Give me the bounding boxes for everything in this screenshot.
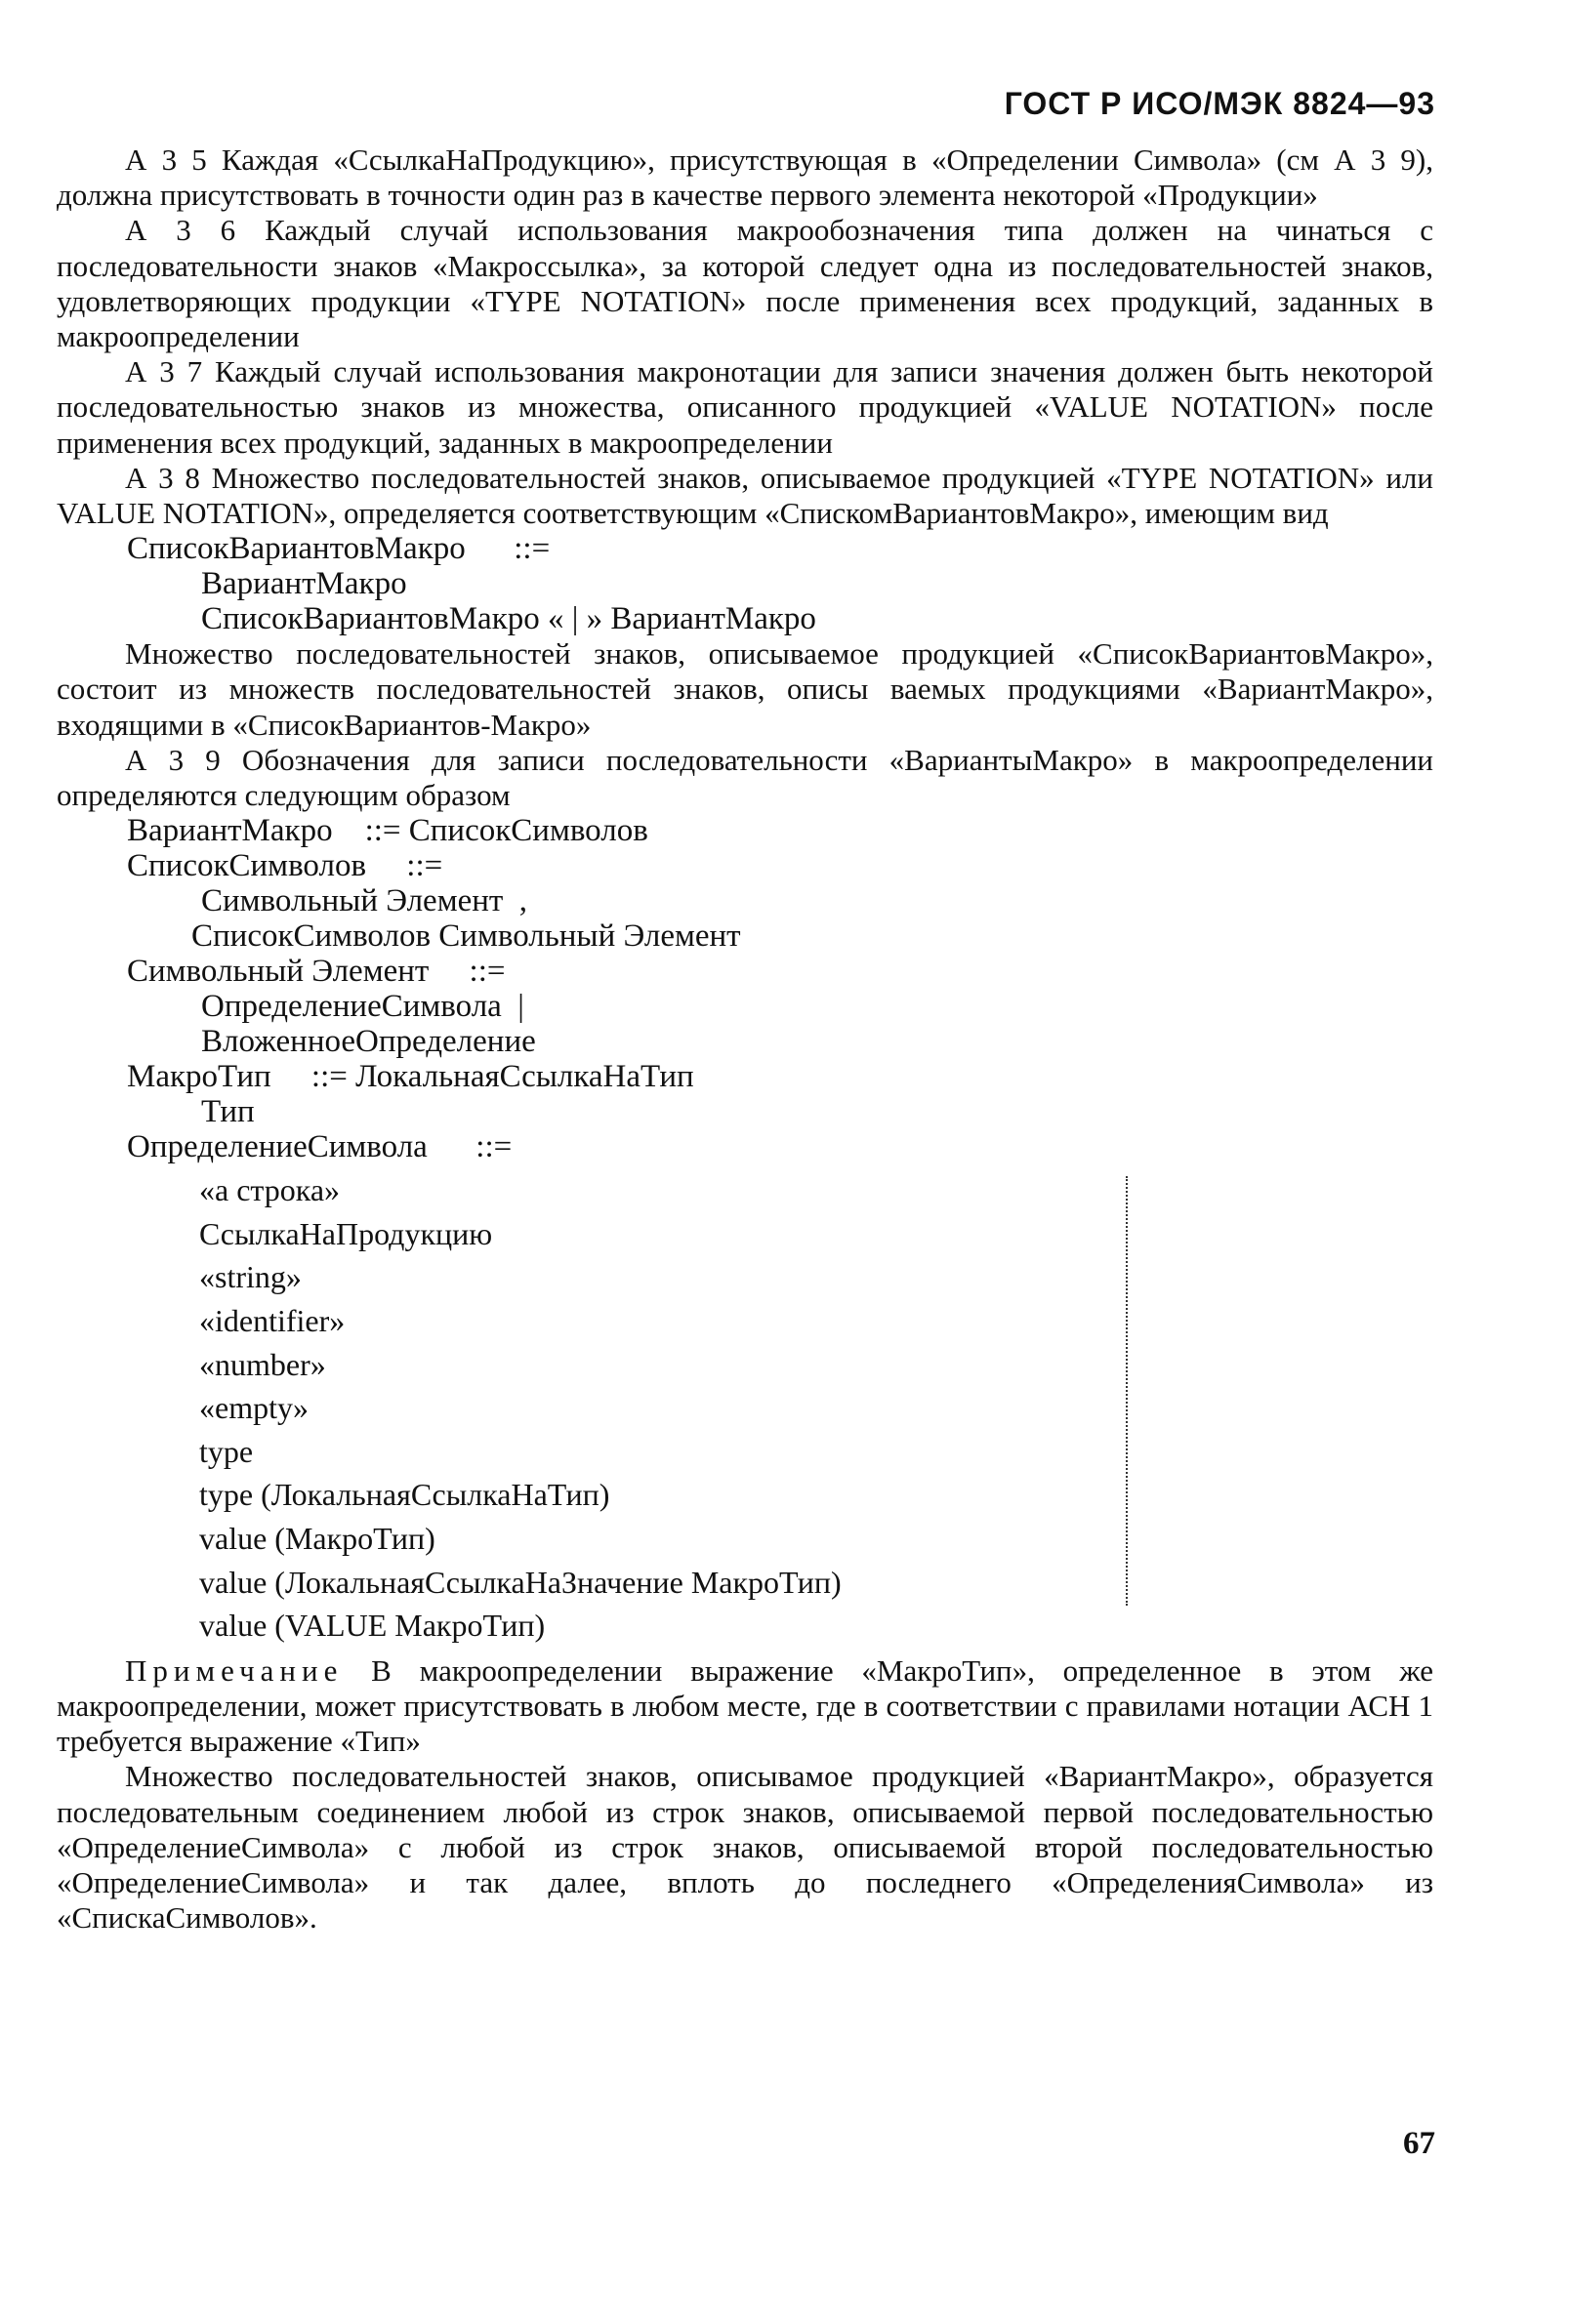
note-label: Примечание bbox=[125, 1652, 344, 1688]
alternative-item: type (ЛокальнаяСсылкаНаТип) bbox=[199, 1477, 610, 1513]
grammar-line: МакроТип ::= ЛокальнаяСсылкаНаТип bbox=[127, 1059, 694, 1095]
symbol-definition-alternatives bbox=[57, 1168, 1433, 1648]
alternative-item: «empty» bbox=[199, 1390, 309, 1426]
grammar-line: ВложенноеОпределение bbox=[201, 1024, 536, 1060]
alternative-item: «identifier» bbox=[199, 1303, 346, 1339]
page-body bbox=[57, 143, 1433, 1936]
paragraph-a37: А 3 7 Каждый случай использования макронотации для записи значения должен быть некоторой последовательностью знаков из множества, описанного продукцией «VALUE NOTATION» после применения всех продукций, заданных в макроопределении bbox=[57, 354, 1433, 460]
paragraph-a38: А 3 8 Множество последовательностей знаков, описываемое продукцией «TYPE NOTATION» или VALUE NOTATION», определяется соответствующим «СпискомВариантовМакро», имеющим вид bbox=[57, 460, 1433, 531]
grammar-line: ВариантМакро ::= СписокСимволов bbox=[127, 813, 648, 849]
grammar-line: СписокВариантовМакро « | » ВариантМакро bbox=[201, 601, 816, 637]
alternatives-bar bbox=[1126, 1176, 1128, 1606]
paragraph-alternative-list-note: Множество последовательностей знаков, описываемое продукцией «СписокВариантовМакро», состоит из множеств последовательностей знаков, описы ваемых продукциями «ВариантМакро», входящими в «СписокВариантов-Макро» bbox=[57, 636, 1433, 742]
page-number: 67 bbox=[1403, 2126, 1435, 2161]
grammar-line: ОпределениеСимвола ::= bbox=[127, 1129, 513, 1165]
paragraph-a36: А 3 6 Каждый случай использования макрообозначения типа должен на чинаться с последовательности знаков «Макроссылка», за которой следует одна из последовательностей знаков, удовлетворяющих продукции «TYPE NOTATION» после применения всех продукций, заданных в макроопределении bbox=[57, 213, 1433, 354]
alternative-item: type bbox=[199, 1433, 254, 1469]
grammar-line: ОпределениеСимвола | bbox=[201, 989, 524, 1025]
alternative-item: value (ЛокальнаяСсылкаНаЗначение МакроТип) bbox=[199, 1564, 842, 1600]
paragraph-final: Множество последовательностей знаков, описывамое продукцией «ВариантМакро», образуется последовательным соединением любой из строк знаков, описываемой первой последовательностью «ОпределениеСимвола» с любой из строк знаков, описываемой второй последовательностью «ОпределениеСимвола» и так далее, вплоть до последнего «ОпределенияСимвола» из «СпискаСимволов». bbox=[57, 1759, 1433, 1936]
alternative-item: «number» bbox=[199, 1346, 326, 1382]
grammar-line: СписокВариантовМакро ::= bbox=[127, 531, 551, 567]
grammar-line: ВариантМакро bbox=[201, 566, 407, 602]
alternative-item: «a строка» bbox=[199, 1172, 341, 1208]
grammar-line: Символьный Элемент , bbox=[201, 883, 528, 919]
paragraph-a35: А 3 5 Каждая «СсылкаНаПродукцию», присутствующая в «Определении Символа» (см А 3 9), должна присутствовать в точности один раз в качестве первого элемента некоторой «Продукции» bbox=[57, 143, 1433, 213]
grammar-macro-alternative-list bbox=[57, 531, 1433, 636]
running-header: ГОСТ Р ИСО/МЭК 8824—93 bbox=[1004, 86, 1435, 121]
note-paragraph bbox=[57, 1653, 1433, 1760]
alternative-item: «string» bbox=[199, 1259, 302, 1295]
paragraph-a39: А 3 9 Обозначения для записи последовательности «ВариантыМакро» в макроопределении определяются следующим образом bbox=[57, 742, 1433, 813]
grammar-macro-alternative bbox=[57, 813, 1433, 1164]
alternative-item: СсылкаНаПродукцию bbox=[199, 1215, 493, 1251]
grammar-line: Тип bbox=[201, 1094, 255, 1130]
grammar-line: Символьный Элемент ::= bbox=[127, 954, 506, 990]
grammar-line: СписокСимволов Символьный Элемент bbox=[191, 918, 741, 955]
grammar-line: СписокСимволов ::= bbox=[127, 848, 443, 884]
alternative-item: value (VALUE МакроТип) bbox=[199, 1608, 546, 1644]
note-text: В макроопределении выражение «МакроТип», определенное в этом же макроопределении, может присутствовать в любом месте, где в соответствии с правилами нотации АСН 1 требуется выражение «Тип» bbox=[57, 1652, 1433, 1759]
alternative-item: value (МакроТип) bbox=[199, 1521, 435, 1556]
